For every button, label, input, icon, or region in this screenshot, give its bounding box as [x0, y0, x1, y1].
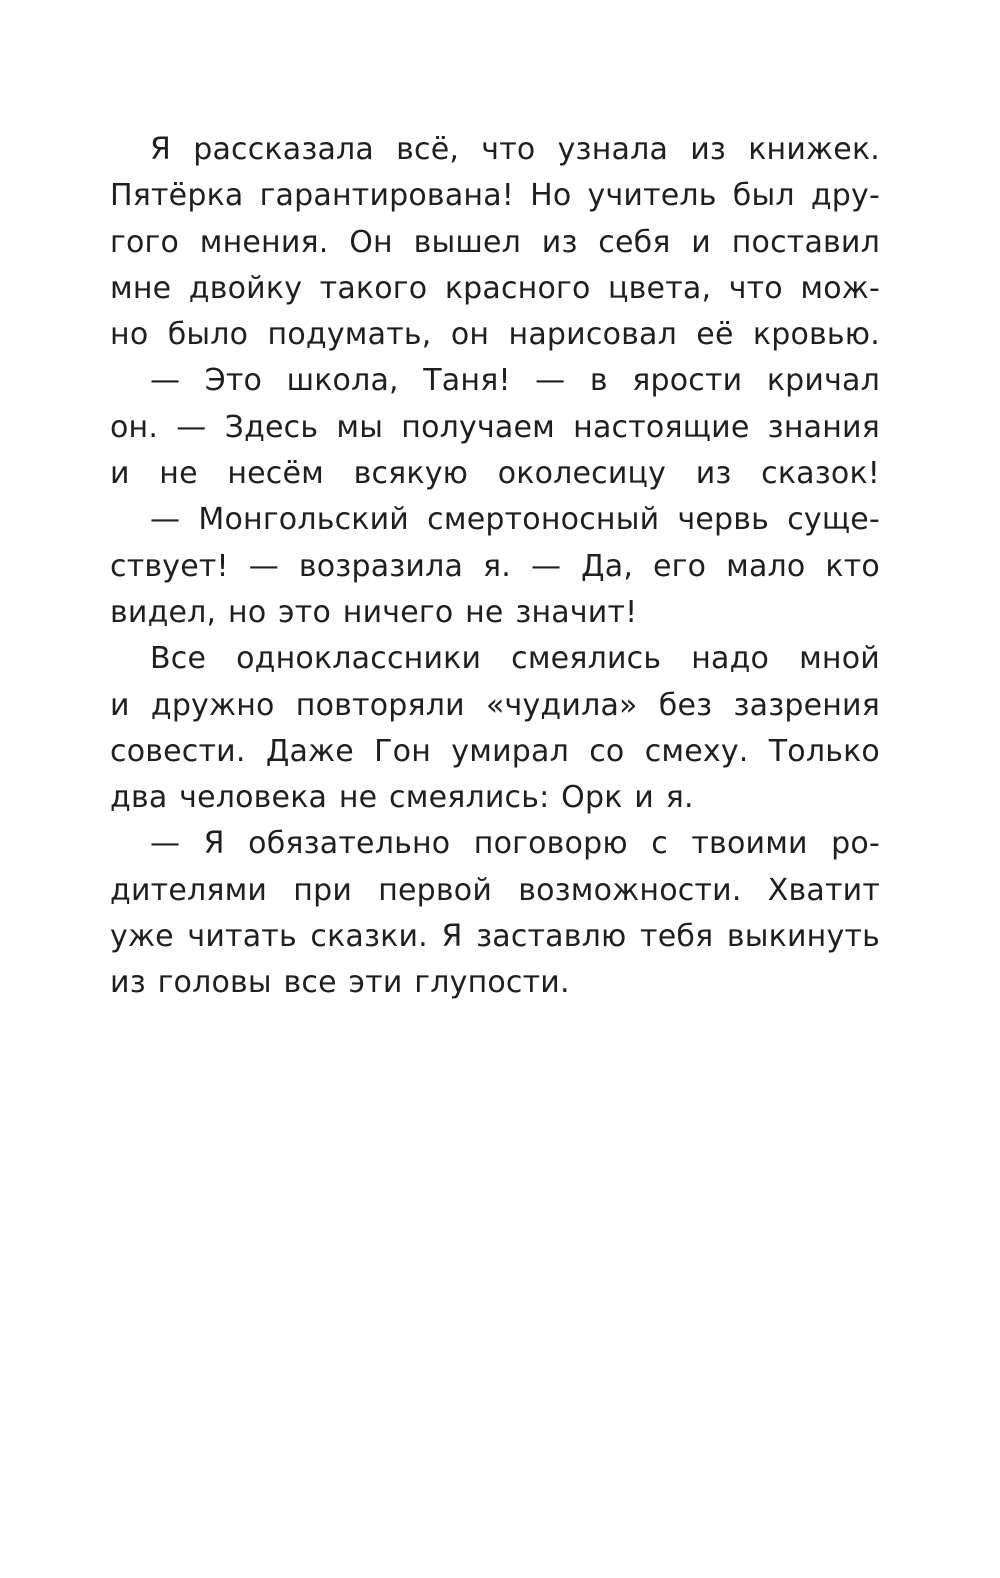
- text-line: уже читать сказки. Я заставлю тебя выкинуть: [110, 919, 880, 955]
- text-line: и дружно повторяли «чудила» без зазрения: [110, 687, 880, 723]
- text-line: Пятёрка гарантирована! Но учитель был дру-: [110, 178, 880, 214]
- text-line: — Это школа, Таня! — в ярости кричал: [150, 363, 880, 399]
- text-line: дителями при первой возможности. Хватит: [110, 872, 880, 908]
- text-line: он. — Здесь мы получаем настоящие знания: [110, 409, 880, 445]
- paragraph: [110, 127, 880, 358]
- text-line: но было подумать, он нарисовал её кровью.: [110, 317, 880, 353]
- text-line: видел, но это ничего не значит!: [110, 594, 638, 630]
- text-line: и не несём всякую околесицу из сказок!: [110, 456, 880, 492]
- text-line: из головы все эти глупости.: [110, 965, 570, 1001]
- paragraph: [110, 497, 880, 636]
- paragraph: [110, 821, 880, 1006]
- paragraph: [110, 636, 880, 821]
- page-text: [110, 127, 880, 1007]
- text-line: мне двойку такого красного цвета, что мож-: [110, 270, 880, 306]
- text-line: два человека не смеялись: Орк и я.: [110, 780, 694, 816]
- text-line: совести. Даже Гон умирал со смеху. Только: [110, 733, 880, 769]
- text-line: — Монгольский смертоносный червь суще-: [150, 502, 880, 538]
- text-line: Я рассказала всё, что узнала из книжек.: [150, 132, 880, 167]
- paragraph: [110, 358, 880, 497]
- text-line: гого мнения. Он вышел из себя и поставил: [110, 224, 880, 260]
- text-line: Все одноклассники смеялись надо мной: [150, 641, 880, 677]
- text-line: — Я обязательно поговорю с твоими ро-: [150, 826, 880, 862]
- text-line: ствует! — возразила я. — Да, его мало кто: [110, 548, 880, 584]
